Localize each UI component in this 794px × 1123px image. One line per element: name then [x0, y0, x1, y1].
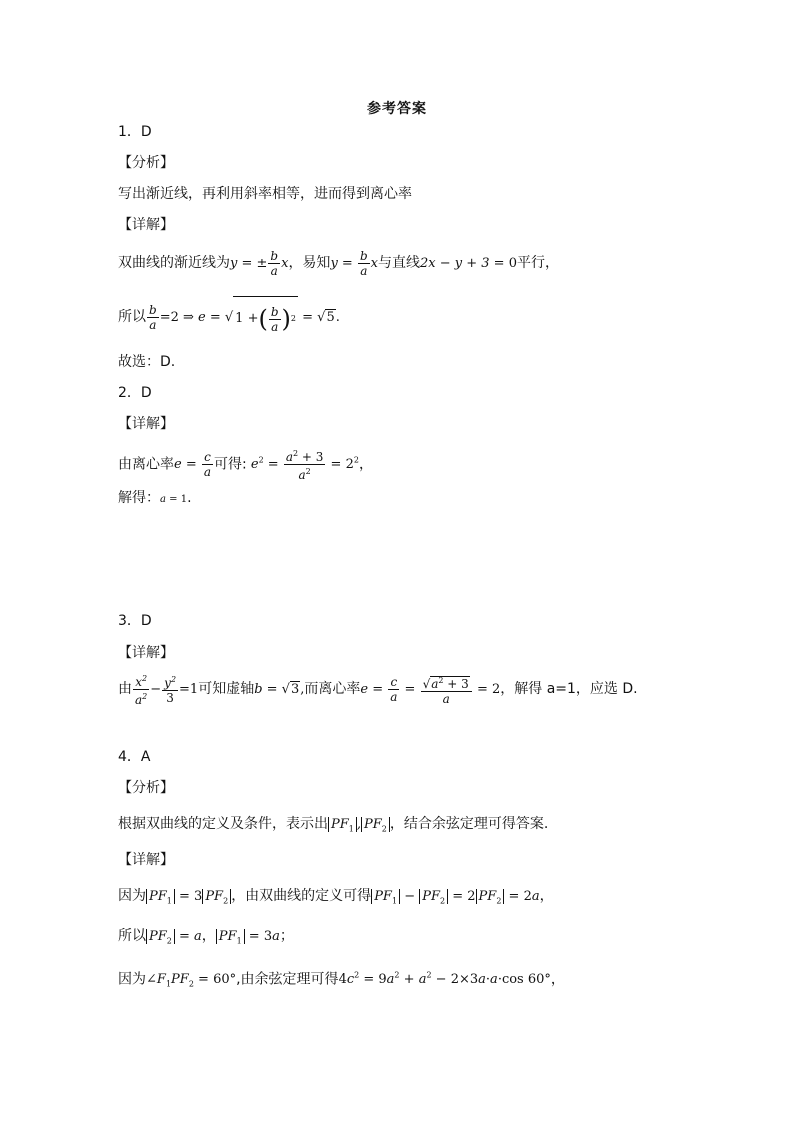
q3-text: 由 — [118, 681, 132, 697]
formula-asymptote-positive: y = $\frac{b}{a}$ x — [330, 249, 378, 278]
page-title: 参考答案 — [367, 101, 427, 117]
formula-pf1: $PF_1$ — [328, 817, 357, 832]
q1-conclusion: 故选：D. — [118, 354, 176, 370]
formula-a-equals-1: a = 1 — [160, 494, 188, 505]
q1-number: 1．D — [118, 124, 152, 140]
q4-detail-line-3: 因为$\angle F_1PF_2 = 60^\circ$,由余弦定理可得$4c^2 = 9a^2 + a^2 - 2\times 3a\cdot a\cdot\cos$ 60°， — [118, 971, 565, 989]
q2-detail-line-2: 解得：a = 1. — [118, 490, 192, 506]
q3-number: 3．D — [118, 613, 152, 629]
q1-text: ，易知 — [288, 255, 331, 271]
q2-text: ， — [358, 456, 373, 473]
q4-analysis-label: 【分析】 — [118, 780, 174, 796]
formula-pf2-eq-a: $PF_2 = a$ — [146, 929, 202, 944]
formula-e-squared: $e^2$ = $\frac{a^2 + 3}{a^2}$ = $2^2$ — [246, 449, 359, 483]
formula-cosine-law: $4c^2 = 9a^2 + a^2 - 2\times 3a\cdot a\cdot\cos$ 60° — [338, 971, 551, 988]
formula-pf2: $PF_2$ — [361, 817, 390, 832]
q1-detail-line-2 — [118, 296, 340, 339]
q1-detail-label: 【详解】 — [118, 217, 174, 233]
q1-text: 与直线 — [377, 255, 420, 271]
q4-detail-label: 【详解】 — [118, 852, 174, 868]
formula-e-equals-2: e = $\frac{c}{a}$ = $\frac{√a^2 + 3}{a}$ = 2 — [360, 675, 501, 706]
q1-text: 平行， — [516, 255, 559, 271]
q4-detail-line-2: 所以 $PF_2 = a$， $PF_1 = 3a$； — [118, 928, 294, 946]
formula-pf1-eq-3a: $PF_1 = 3a$ — [216, 929, 280, 944]
formula-eccentricity-derivation: =2 ⇒ e = √ 1 + ( $\frac{b}{a}$ ) 2 = √5. — [160, 310, 340, 325]
formula-asymptote: y = ± $\frac{b}{a}$ x — [230, 249, 289, 278]
formula-hyperbola-def: $PF_1 - PF_2 = 2$ $PF_2 = 2a$ — [371, 889, 539, 904]
q2-text: 解得： — [118, 490, 160, 506]
q3-detail-label: 【详解】 — [118, 645, 174, 661]
formula-pf1-eq-3pf2: $PF_1 = 3$ $PF_2$ — [146, 889, 231, 904]
q4-number: 4．A — [118, 749, 151, 765]
q1-text: 双曲线的渐近线为 — [118, 255, 230, 271]
formula-y2-over-3: $\frac{y^2}{3}$ — [164, 675, 177, 705]
q1-analysis-text: 写出渐近线，再利用斜率相等，进而得到离心率 — [118, 186, 412, 202]
q4-analysis-text: 根据双曲线的定义及条件，表示出 $PF_1$ , $PF_2$ ，结合余弦定理可得答案. — [118, 816, 549, 834]
q3-detail-line-1: 由 $\frac{x^2}{a^2}$ − $\frac{y^2}{3}$ =1可知虚轴b = √3,而离心率e = $\frac{c}{a}$ = $\frac{√a^2 + 3}{a}$ = 2，解得 a=1，应选 D. — [118, 673, 638, 707]
q2-detail-line-1 — [118, 444, 373, 482]
formula-e-c-over-a: e = $\frac{c}{a}$ — [174, 450, 212, 480]
q2-number: 2．D — [118, 385, 152, 401]
q1-text: 所以 — [118, 309, 146, 325]
formula-line: 2x − y + 3 = 0 — [419, 256, 517, 271]
q2-text: 可得: — [214, 456, 247, 473]
q2-text: 由离心率 — [118, 456, 174, 473]
q2-detail-label: 【详解】 — [118, 416, 174, 432]
q4-detail-line-1: 因为 $PF_1 = 3$ $PF_2$ ，由双曲线的定义可得 $PF_1 - PF_2 = 2$ $PF_2 = 2a$， — [118, 888, 554, 906]
q3-text: 而离心率 — [304, 681, 361, 697]
formula-b-over-a: $\frac{b}{a}$ — [149, 302, 157, 332]
q1-analysis-label: 【分析】 — [118, 155, 174, 171]
formula-b-sqrt3: b = √3, — [254, 682, 305, 697]
q3-text: 可知虚轴 — [198, 681, 255, 697]
q3-text: ，解得 a=1，应选 D. — [500, 681, 638, 697]
q1-detail-line-1 — [118, 246, 559, 281]
formula-x2-over-a2: $\frac{x^2}{a^2}$ — [135, 673, 148, 707]
formula-angle-60: $\angle F_1PF_2 = 60^\circ$ — [146, 972, 237, 989]
